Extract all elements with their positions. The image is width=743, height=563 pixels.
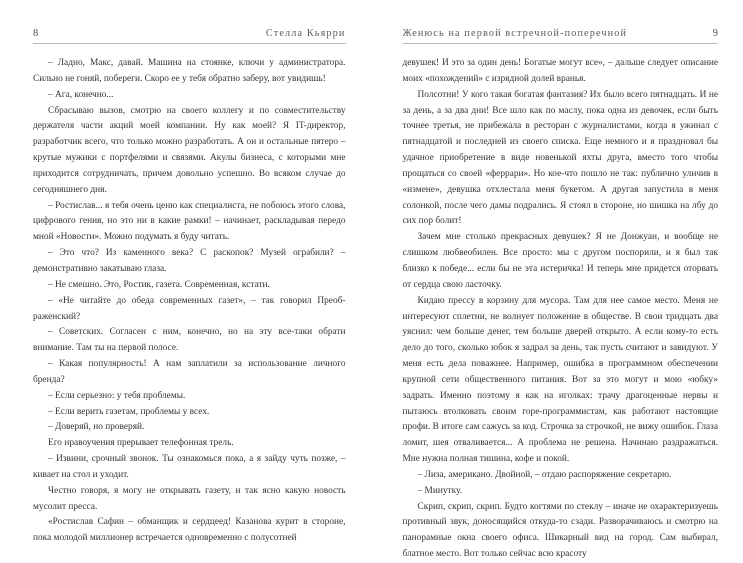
paragraph: Скрип, скрип, скрип. Будто когтями по стеклу – иначе не охарактеризуешь противный звук, доносящийся откуда-то сзади. Разворачиваюсь и смотрю на панорамные окна своего офиса. Шикарный вид на город. Сам выбирал, блатное место. Вот только сейчас всю красоту [403, 500, 719, 563]
right-page [372, 0, 743, 540]
left-running-head [33, 28, 346, 43]
paragraph: – Лиза, американо. Двойной, – отдаю распоряжение секретарю. [403, 468, 719, 484]
paragraph: – Если серьезно: у тебя проблемы. [33, 389, 346, 405]
left-page [0, 0, 372, 540]
paragraph: Кидаю прессу в корзину для мусора. Там для нее самое место. Меня не интересуют сплетни, не волнует положение в обществе. В свои тридцать два уяснил: чем больше денег, тем больше дверей открыто. А если кому-то есть дело до того, сколько юбок я задрал за день, так пусть считают и завидуют. У меня есть дела поважнее. Например, ошибка в программном обеспечении крупной сети общественного питания. Вот за это могут и мою «юбку» задрать. Именно поэтому я как на иголках: трачу драгоценные нервы и пытаюсь втолковать своим горе-программистам, как работают настоящие профи. В итоге сам сажусь за код. Строчка за строчкой, не вижу ошибок. Глаза ломит, шея отваливается... А проблема не решена. Начинаю раздражаться. Мне нужна полная тишина, кофе и покой. [403, 294, 719, 468]
left-page-number: 8 [33, 28, 38, 39]
left-running-head-title: Стелла Кьярри [266, 28, 346, 39]
right-running-head-title: Женюсь на первой встречной-поперечной [403, 28, 628, 39]
paragraph: Его нравоучения прерывает телефонная трель. [33, 436, 346, 452]
right-header-rule [403, 43, 719, 44]
paragraph: – Не смешно. Это, Ростик, газета. Современная, кстати. [33, 278, 346, 294]
left-header-rule [33, 43, 346, 44]
paragraph: Зачем мне столько прекрасных девушек? Я не Донжуан, и вообще не слишком любвеобилен. Все просто: мы с другом поспорили, и я был так близко к победе... если бы не эта истеричка! И теперь мне придется оторвать от сердца свою ласточку. [403, 230, 719, 293]
left-page-body [33, 56, 346, 547]
right-page-number: 9 [713, 28, 718, 39]
paragraph: – Это что? Из каменного века? С раскопок? Музей ограбили? – демонстративно закатываю глаза. [33, 246, 346, 278]
paragraph: – «Не читайте до обеда современных газет», – так говорил Преображенский? [33, 294, 346, 326]
right-running-head [403, 28, 719, 43]
paragraph: – Извини, срочный звонок. Ты ознакомься пока, а я зайду чуть позже, – кивает на стол и уходит. [33, 452, 346, 484]
paragraph: Полсотни! У кого такая богатая фантазия? Их было всего пятнадцать. И не за день, а за два дни! Все шло как по маслу, пока одна из девочек, если быть точнее третья, не прибежала в ресторан с журналистами, когда я ужинал с пятнадцатой и последней из своего списка. Еще немного и я праздновал бы удачное приобретение в виде новенькой яхты друга, вместо того чтобы прощаться со своей «феррари». Но кое-что пошло не так: публично уличив в «измене», девушка отхлестала меня букетом. А другая запустила в меня солонкой, после чего дамы подрались. Я стоял в стороне, но шишка на лбу до сих пор болит! [403, 88, 719, 231]
paragraph: – Какая популярность! А нам заплатили за использование личного бренда? [33, 357, 346, 389]
paragraph: – Если верить газетам, проблемы у всех. [33, 405, 346, 421]
paragraph: девушек! И это за один день! Богатые могут все», – дальше следует описание моих «похождений» с изрядной долей вранья. [403, 56, 719, 88]
paragraph: – Доверяй, но проверяй. [33, 420, 346, 436]
paragraph: Сбрасываю вызов, смотрю на своего коллегу и по совместительству держателя части акций моей компании. Ну как моей? Я IT-директор, разработчик всего, что только можно разработать. А он и остальные пятеро – крутые мужики с портфелями и связями. Акулы бизнеса, с которыми мне приходится сотрудничать, причем довольно успешно. Во всяком случае до сегодняшнего дня. [33, 104, 346, 199]
paragraph: – Минутку. [403, 484, 719, 500]
paragraph: – Ага, конечно... [33, 88, 346, 104]
paragraph: – Ладно, Макс, давай. Машина на стоянке, ключи у администратора. Сильно не гоняй, побереги. Скоро ее у тебя обратно заберу, вот увидишь! [33, 56, 346, 88]
paragraph: «Ростислав Сафин – обманщик и сердцеед! Казанова курит в стороне, пока молодой миллионер встречается одновременно с полусотней [33, 515, 346, 547]
paragraph: – Советских. Согласен с ним, конечно, но на эту все-таки обрати внимание. Там ты на первой полосе. [33, 325, 346, 357]
paragraph: Честно говоря, я могу не открывать газету, и так ясно какую новость мусолит пресса. [33, 484, 346, 516]
right-page-body [403, 56, 719, 563]
paragraph: – Ростислав... я тебя очень ценю как специалиста, не побоюсь этого слова, цифрового гения, но это ни в какие рамки! – начинает, раскладывая передо мной «Новости». Можно подумать я буду читать. [33, 199, 346, 247]
